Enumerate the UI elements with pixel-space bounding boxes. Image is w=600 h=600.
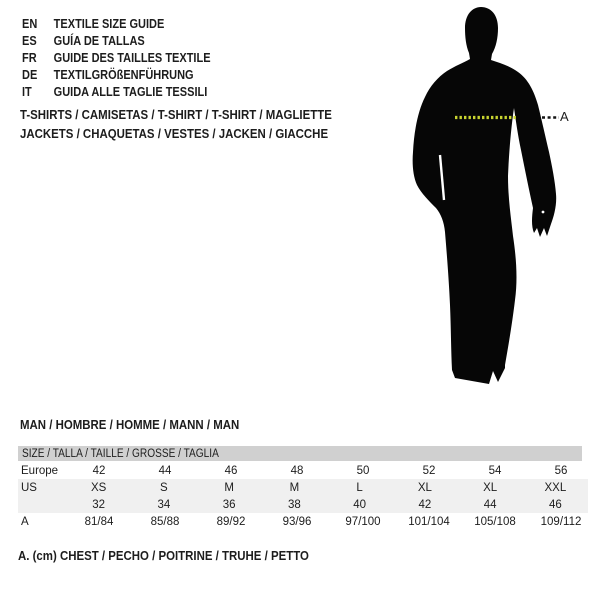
size-cell: XL [417, 481, 432, 494]
language-code: EN [22, 16, 38, 31]
size-cell: L [356, 481, 363, 494]
size-cell: XXL [544, 481, 567, 494]
size-cell: 46 [224, 464, 238, 477]
language-code: DE [22, 67, 38, 82]
language-label: GUIDE DES TAILLES TEXTILE [53, 50, 211, 65]
size-row-europe [18, 462, 594, 479]
size-cell: 97/100 [345, 515, 381, 528]
size-table [18, 446, 594, 530]
size-cell: 109/112 [540, 515, 582, 528]
language-label: GUÍA DE TALLAS [53, 33, 145, 48]
size-cell: S [160, 481, 168, 494]
row-label: Europe [21, 464, 59, 477]
size-row-chest [18, 513, 594, 530]
size-cell: XL [483, 481, 498, 494]
size-cell: 48 [290, 464, 304, 477]
size-row-us [18, 479, 588, 496]
size-cell: 38 [287, 498, 301, 511]
category-line-tshirts: T-SHIRTS / CAMISETAS / T-SHIRT / T-SHIRT / MAGLIETTE [20, 107, 332, 122]
size-cell: 81/84 [84, 515, 114, 528]
size-table-header: SIZE / TALLA / TAILLE / GRÖSSE / TAGLIA [18, 446, 582, 461]
size-cell: 54 [488, 464, 502, 477]
size-cell: 105/108 [474, 515, 516, 528]
finger-gap [542, 211, 545, 214]
size-cell: 89/92 [216, 515, 246, 528]
row-label: US [21, 481, 37, 494]
language-label: TEXTILE SIZE GUIDE [53, 16, 165, 31]
category-line-jackets: JACKETS / CHAQUETAS / VESTES / JACKEN / GIACCHE [20, 126, 329, 141]
row-label: A [21, 515, 29, 528]
size-cell: 50 [356, 464, 370, 477]
size-cell: XS [90, 481, 107, 494]
size-cell: 32 [92, 498, 106, 511]
measure-label-a: A [560, 109, 569, 124]
size-cell: 93/96 [282, 515, 312, 528]
size-cell: 44 [158, 464, 172, 477]
footnote: A. (cm) CHEST / PECHO / POITRINE / TRUHE / PETTO [18, 548, 309, 563]
size-cell: M [289, 481, 300, 494]
language-label: GUIDA ALLE TAGLIE TESSILI [53, 84, 208, 99]
size-cell: M [224, 481, 234, 494]
language-code: ES [22, 33, 37, 48]
size-cell: 101/104 [408, 515, 450, 528]
size-cell: 40 [353, 498, 367, 511]
size-cell: 56 [554, 464, 568, 477]
size-cell: 36 [222, 498, 236, 511]
size-cell: 42 [92, 464, 106, 477]
gender-title: MAN / HOMBRE / HOMME / MANN / MAN [20, 417, 240, 432]
size-row-numeric [18, 496, 588, 513]
size-cell: 46 [548, 498, 562, 511]
language-code: IT [22, 84, 32, 99]
size-cell: 52 [422, 464, 436, 477]
language-code: FR [22, 50, 37, 65]
size-cell: 85/88 [150, 515, 180, 528]
size-cell: 42 [418, 498, 432, 511]
size-cell: 44 [483, 498, 497, 511]
language-label: TEXTILGRÖßENFÜHRUNG [53, 67, 194, 82]
size-cell: 34 [157, 498, 171, 511]
